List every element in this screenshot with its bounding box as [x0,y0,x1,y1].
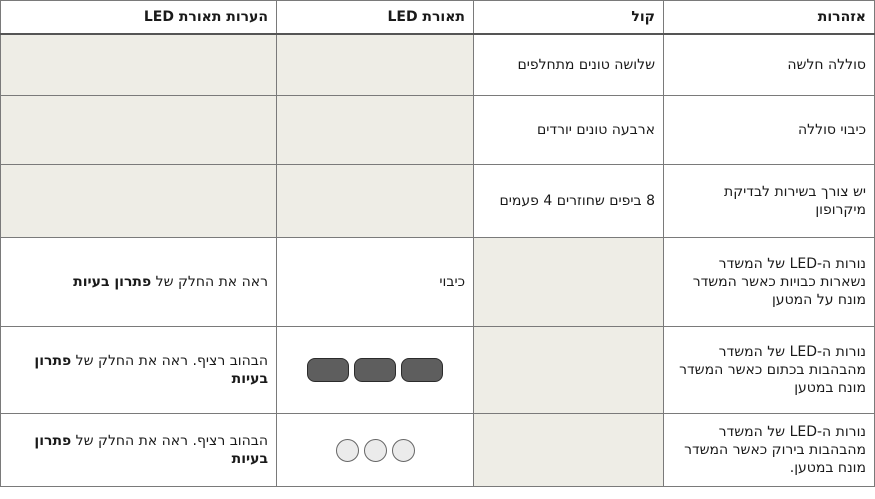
header-led: תאורת LED [277,1,474,35]
sound-cell: ארבעה טונים יורדים [474,96,664,165]
led-circle-icon [364,439,387,462]
alert-cell: סוללה חלשה [664,34,875,96]
led-cell [277,165,474,238]
led-bar-icon [401,358,443,382]
led-bar-icon [354,358,396,382]
sound-cell [474,414,664,487]
header-alerts: אזהרות [664,1,875,35]
led-notes-cell [1,327,277,414]
troubleshooting-ref: פתרון בעיות [34,353,268,387]
header-sound: קול [474,1,664,35]
table-row [1,34,875,96]
sound-cell [474,238,664,327]
sound-cell: 8 ביפים שחוזרים 4 פעמים [474,165,664,238]
led-cell [277,34,474,96]
alert-cell: יש צורך בשירות לבדיקת מיקרופון [664,165,875,238]
led-cell [277,96,474,165]
table-row [1,238,875,327]
alert-cell: נורות ה-LED של המשדר מהבהבות בירוק כאשר המשדר מונח במטען. [664,414,875,487]
led-bar-icon [307,358,349,382]
led-notes-cell [1,96,277,165]
header-led-notes: הערות תאורת LED [1,1,277,35]
led-cell [277,327,474,414]
notes-text: הבהוב רציף. ראה את החלק של [71,353,268,369]
troubleshooting-ref: פתרון בעיות [34,433,268,467]
notes-text: הבהוב רציף. ראה את החלק של [71,433,268,449]
led-notes-cell [1,414,277,487]
led-notes-cell [1,238,277,327]
sound-cell: שלושה טונים מתחלפים [474,34,664,96]
sound-cell [474,327,664,414]
table-row [1,414,875,487]
led-cell: כיבוי [277,238,474,327]
troubleshooting-ref: פתרון בעיות [73,274,152,290]
led-cell [277,414,474,487]
notes-text: ראה את החלק של [151,274,268,290]
led-circle-icon [336,439,359,462]
alert-cell: כיבוי סוללה [664,96,875,165]
alert-cell: נורות ה-LED של המשדר מהבהבות בכתום כאשר המשדר מונח במטען [664,327,875,414]
led-circle-icon [392,439,415,462]
amber-led-indicators [285,358,465,382]
led-notes-cell [1,165,277,238]
alert-cell: נורות ה-LED של המשדר נשארות כבויות כאשר המשדר מונח על המטען [664,238,875,327]
led-notes-cell [1,34,277,96]
green-led-indicators [285,439,465,462]
table-row [1,165,875,238]
table-row [1,96,875,165]
table-row [1,327,875,414]
header-row [1,1,875,35]
